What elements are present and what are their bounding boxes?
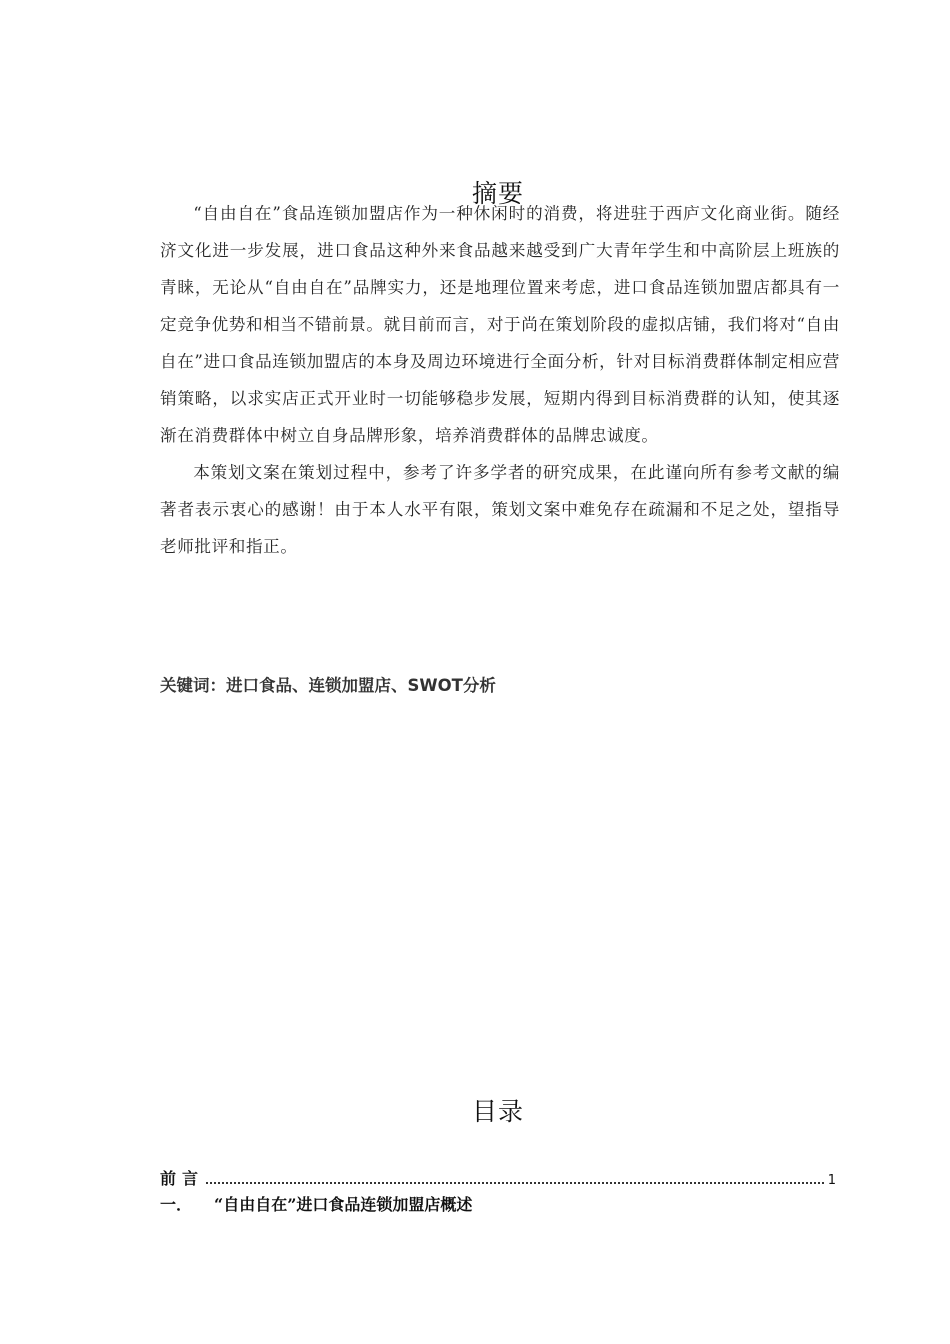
toc-dot-leader [206, 1181, 824, 1184]
toc-chapter-1[interactable] [160, 1192, 836, 1220]
toc-chapter-title: “自由自在”进口食品连锁加盟店概述 [214, 1195, 473, 1214]
toc-entry-page: 1 [827, 1173, 836, 1188]
toc-entry-preface[interactable] [160, 1166, 836, 1192]
keywords: 关键词：进口食品、连锁加盟店、SWOT分析 [160, 676, 496, 695]
toc-title: 目录 [471, 1096, 524, 1126]
toc-chapter-number: 一． [160, 1195, 193, 1214]
abstract-paragraph-1: “自由自在”食品连锁加盟店作为一种休闲时的消费，将进驻于西庐文化商业街。随经济文化进一步发展，进口食品这种外来食品越来越受到广大青年学生和中高阶层上班族的青睐，无论从“自由自在”品牌实力，还是地理位置来考虑，进口食品连锁加盟店都具有一定竞争优势和相当不错前景。就目前而言，对于尚在策划阶段的虚拟店铺，我们将对“自由自在”进口食品连锁加盟店的本身及周边环境进行全面分析，针对目标消费群体制定相应营销策略，以求实店正式开业时一切能够稳步发展，短期内得到目标消费群的认知，使其逐渐在消费群体中树立自身品牌形象，培养消费群体的品牌忠诚度。 [160, 204, 840, 445]
abstract-body [160, 195, 840, 565]
table-of-contents [160, 1166, 836, 1220]
abstract-paragraph-2: 本策划文案在策划过程中，参考了许多学者的研究成果，在此谨向所有参考文献的编著者表示衷心的感谢！由于本人水平有限，策划文案中难免存在疏漏和不足之处，望指导老师批评和指正。 [160, 463, 840, 556]
toc-entry-label: 前言 [160, 1169, 205, 1188]
abstract-title: 摘要 [471, 178, 524, 208]
